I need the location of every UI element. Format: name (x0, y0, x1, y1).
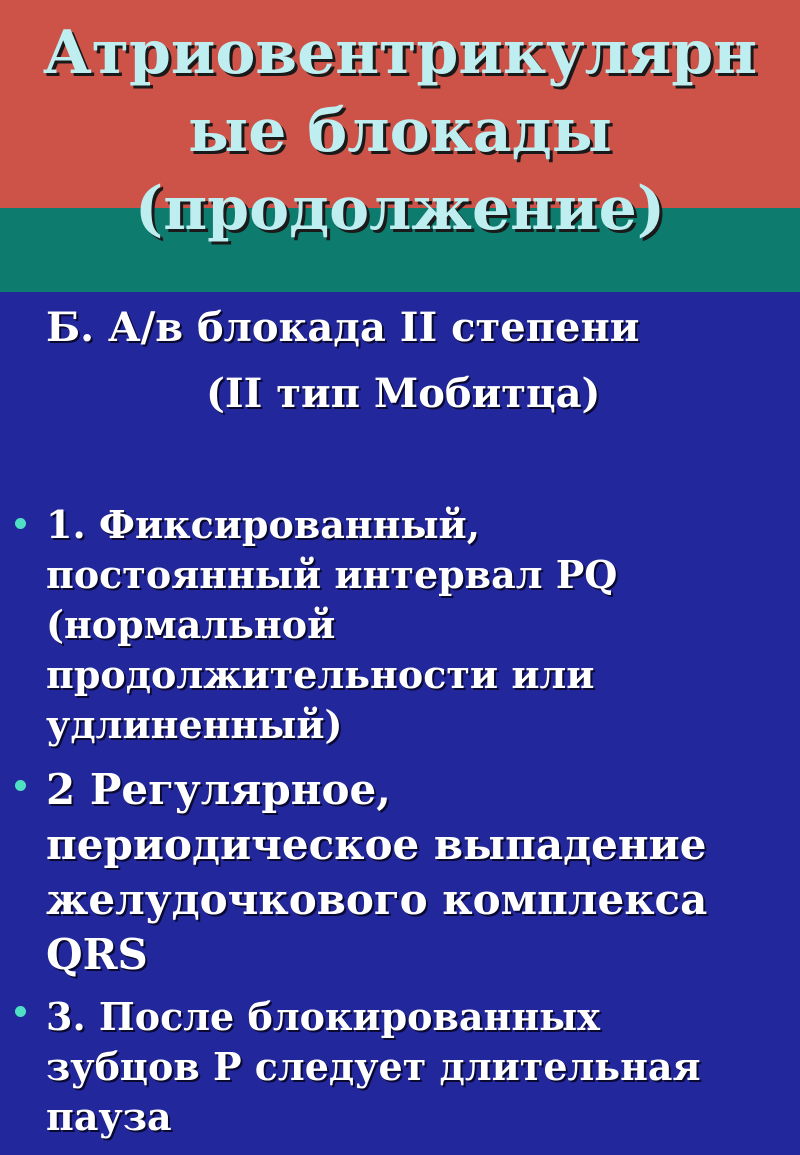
subtitle-line-1: Б. А/в блокада II степени (46, 304, 640, 351)
title-line: Атриовентрикулярн (42, 18, 758, 88)
bullet-line: периодическое выпадение (46, 820, 707, 869)
bullet-line: QRS (46, 930, 148, 979)
bullet-line: желудочкового комплекса (46, 875, 708, 924)
bullet-line: 2 Регулярное, (46, 765, 391, 814)
title-line: ые блокады (188, 96, 612, 166)
bullet-line: 1. Фиксированный, (46, 502, 480, 547)
bullet-dot-icon (15, 780, 26, 791)
bullet-line: постоянный интервал PQ (46, 552, 618, 597)
bullet-item-3 (0, 992, 800, 1142)
bullet-dot-icon (15, 518, 26, 529)
bullet-line: продолжительности или (46, 652, 595, 697)
title-line: (продолжение) (134, 174, 666, 244)
bullet-line: удлиненный) (46, 702, 343, 747)
slide-title (0, 14, 800, 248)
subtitle-line-2: (II тип Мобитца) (206, 370, 601, 417)
bullet-line: пауза (46, 1094, 172, 1139)
bullet-dot-icon (15, 1006, 26, 1017)
bullet-list (0, 500, 800, 1142)
bullet-item-1 (0, 500, 800, 750)
bullet-line: (нормальной (46, 602, 336, 647)
bullet-item-2 (0, 762, 800, 982)
bullet-line: зубцов Р следует длительная (46, 1044, 701, 1089)
bullet-line: 3. После блокированных (46, 994, 600, 1039)
